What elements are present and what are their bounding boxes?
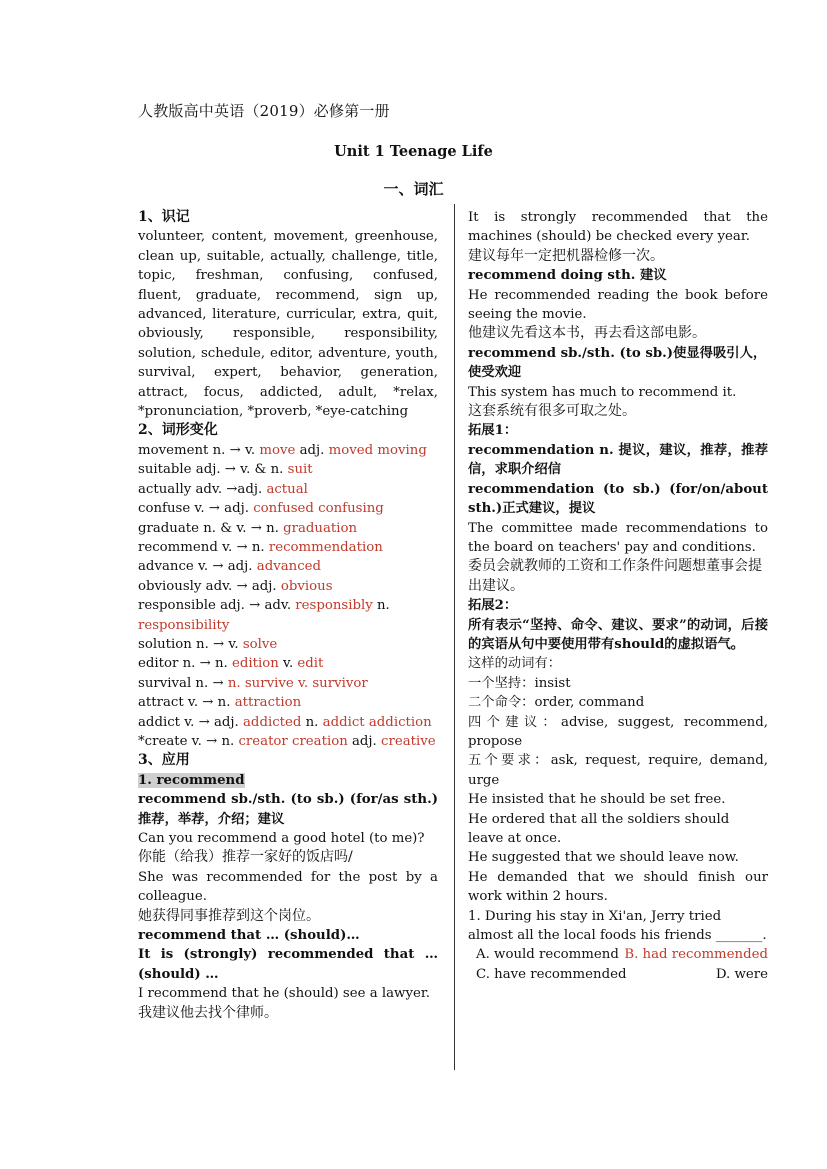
example-sentence: The committee made recommendations to the board on teachers' pay and conditions. (468, 520, 768, 555)
example-sentence: He recommended reading the book before seeing the movie. (468, 287, 768, 323)
word-form-row: attract v. → n. attraction (138, 695, 302, 711)
word-forms-list (138, 441, 438, 752)
word-form-row: survival n. → n. survive v. survivor (138, 675, 368, 691)
example-sentence: It is strongly recommended that the machines (should) be checked every year. (468, 210, 768, 245)
example-translation: 他建议先看这本书，再去看这部电影。 (468, 325, 706, 342)
example-sentence: He demanded that we should finish our work within 2 hours. (468, 869, 768, 905)
right-column (468, 208, 768, 984)
word-form-row: *create v. → n. creator creation adj. creative (138, 733, 436, 749)
word-form-row: advance v. → adj. advanced (138, 559, 322, 575)
word-forms-heading: 2、词形变化 (138, 422, 218, 439)
verbs-intro: 这样的动词有： (468, 656, 562, 672)
pattern-recommend-doing: recommend doing sth. 建议 (468, 268, 667, 284)
word-form-row: responsible adj. → adv. responsibly n. responsibility (138, 598, 390, 633)
extension-1-definition: recommendation n. 提议，建议，推荐，推荐信，求职介绍信 (468, 442, 768, 478)
exercise-options-cd (468, 965, 768, 984)
word-form-row: editor n. → n. edition v. edit (138, 656, 324, 672)
option-b: B. had recommended (624, 947, 768, 963)
pattern-recommend-that: recommend that … (should)… (138, 928, 360, 944)
option-a: A. would recommend (476, 947, 619, 963)
verb-group-require: 五个要求：ask, request, require, demand, urge (468, 753, 768, 788)
word-form-row: confuse v. → adj. confused confusing (138, 501, 384, 517)
extension-1-pattern: recommendation (to sb.) (for/on/about sth.)正式建议，提议 (468, 481, 768, 517)
extension-1-heading: 拓展1： (468, 423, 518, 439)
example-sentence: I recommend that he (should) see a lawyer. (138, 986, 430, 1002)
word-form-row: graduate n. & v. → n. graduation (138, 520, 358, 536)
word-form-row: recommend v. → n. recommendation (138, 539, 383, 555)
extension-2-heading: 拓展2： (468, 598, 518, 614)
example-sentence: He suggested that we should leave now. (468, 850, 739, 866)
exercise-options-ab (468, 945, 768, 964)
section-title: 一、词汇 (383, 180, 444, 198)
verb-group-order: 二个命令：order, command (468, 695, 645, 711)
word-form-row: actually adv. →adj. actual (138, 481, 308, 497)
column-divider (454, 204, 455, 1070)
left-column (138, 208, 438, 1023)
verb-group-insist: 一个坚持：insist (468, 675, 571, 691)
application-heading: 3、应用 (138, 752, 190, 769)
example-sentence: She was recommended for the post by a colleague. (138, 869, 438, 905)
example-translation: 我建议他去找个律师。 (138, 1004, 278, 1021)
example-sentence: He insisted that he should be set free. (468, 792, 726, 808)
verb-group-suggest: 四个建议：advise, suggest, recommend, propose (468, 714, 768, 749)
example-sentence: Can you recommend a good hotel (to me)? (138, 831, 425, 846)
example-translation: 她获得同事推荐到这个岗位。 (138, 907, 320, 924)
memorize-heading: 1、识记 (138, 209, 190, 225)
option-d: D. were (715, 966, 768, 982)
document-header: 人教版高中英语（2019）必修第一册 (138, 102, 390, 120)
example-sentence: This system has much to recommend it. (468, 384, 737, 400)
word-form-row: solution n. → v. solve (138, 636, 278, 652)
example-sentence: He ordered that all the soldiers should leave at once. (468, 811, 730, 846)
word-form-row: addict v. → adj. addicted n. addict addiction (138, 714, 432, 730)
unit-title: Unit 1 Teenage Life (334, 143, 493, 160)
extension-2-rule: 所有表示“坚持、命令、建议、要求”的动词，后接的宾语从句中要使用带有should的虚拟语气。 (468, 617, 768, 652)
pattern-recommend-attractive: recommend sb./sth. (to sb.)使显得吸引人，使受欢迎 (468, 345, 767, 381)
pattern-recommend-to: recommend sb./sth. (to sb.) (for/as sth.) 推荐，举荐，介绍；建议 (138, 792, 438, 827)
example-translation: 你能（给我）推荐一家好的饭店吗/ (138, 849, 353, 866)
option-c: C. have recommended (476, 966, 627, 982)
word-form-row: obviously adv. → adj. obvious (138, 578, 333, 594)
example-translation: 这套系统有很多可取之处。 (468, 403, 636, 420)
word-form-row: movement n. → v. move adj. moved moving (138, 442, 427, 458)
pattern-it-is-recommended: It is (strongly) recommended that … (should) … (138, 947, 438, 982)
example-translation: 委员会就教师的工资和工作条件问题想董事会提出建议。 (468, 558, 762, 594)
example-translation: 建议每年一定把机器检修一次。 (468, 247, 664, 264)
exercise-question: 1. During his stay in Xi'an, Jerry tried almost all the local foods his friends _______. (468, 908, 767, 944)
word-form-row: suitable adj. → v. & n. suit (138, 462, 313, 478)
item-recommend: 1. recommend (138, 772, 245, 788)
memorize-word-list: volunteer, content, movement, greenhouse, clean up, suitable, actually, challenge, title, topic, freshman, confusing, confused, fluent, graduate, recommend, sign up, advanced, literature, curricular, extra, quit, obviously, responsible, responsibility, solution, schedule, editor, adventure, youth, survival, expert, behavior, generation, attract, focus, addicted, adult, *relax, *pronunciation, *proverb, *eye-catching (138, 229, 438, 420)
